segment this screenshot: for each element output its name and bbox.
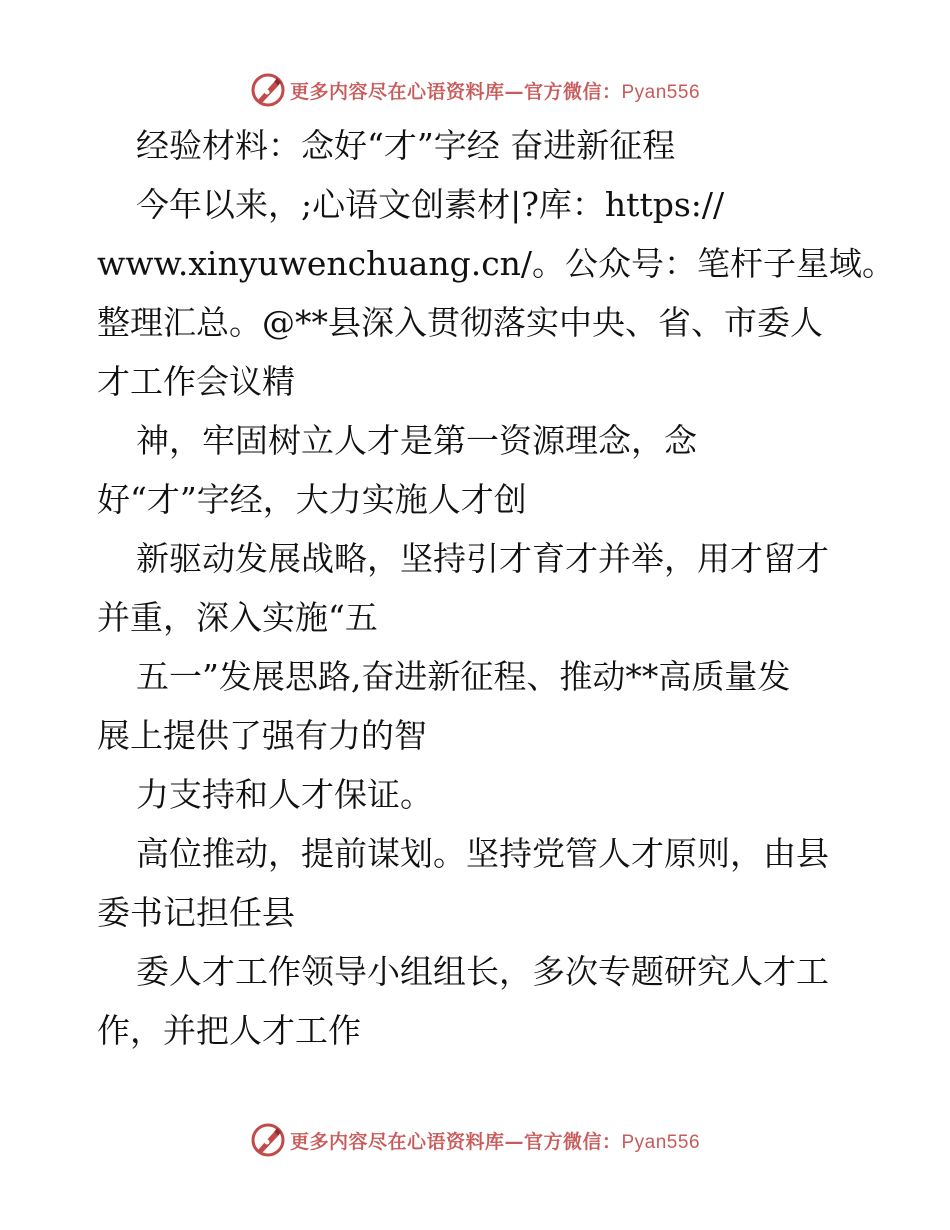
text-line: 五一”发展思路,奋进新征程、推动**高质量发 bbox=[136, 657, 791, 696]
pen-logo-icon bbox=[250, 1122, 286, 1158]
text-line: 新驱动发展战略，坚持引才育才并举，用才留才 bbox=[136, 539, 829, 578]
document-title: 经验材料：念好“才”字经 奋进新征程 bbox=[136, 126, 676, 165]
text-line: 力支持和人才保证。 bbox=[136, 775, 433, 814]
pen-logo-icon bbox=[250, 72, 286, 108]
text-line: 今年以来，;心语文创素材|?库：https:// bbox=[136, 185, 725, 224]
header-watermark-banner bbox=[0, 70, 950, 110]
footer-watermark-banner bbox=[0, 1120, 950, 1160]
text-line: 委书记担任县 bbox=[97, 893, 295, 932]
watermark-text: 更多内容尽在心语资料库—官方微信：Pyan556 bbox=[289, 80, 701, 103]
text-line: 高位推动，提前谋划。坚持党管人才原则，由县 bbox=[136, 834, 829, 873]
text-line: 整理汇总。@**县深入贯彻落实中央、省、市委人 bbox=[97, 303, 823, 342]
text-line: 委人才工作领导小组组长，多次专题研究人才工 bbox=[136, 952, 829, 991]
text-line: 作，并把人才工作 bbox=[97, 1011, 361, 1050]
text-line: 神，牢固树立人才是第一资源理念，念 bbox=[136, 421, 697, 460]
watermark-text: 更多内容尽在心语资料库—官方微信：Pyan556 bbox=[289, 1130, 701, 1153]
text-line: www.xinyuwenchuang.cn/。公众号：笔杆子星域。 bbox=[97, 244, 896, 283]
text-line: 才工作会议精 bbox=[97, 362, 295, 401]
text-line: 并重，深入实施“五 bbox=[97, 598, 378, 637]
text-line: 好“才”字经，大力实施人才创 bbox=[97, 480, 527, 519]
text-line: 展上提供了强有力的智 bbox=[97, 716, 427, 755]
